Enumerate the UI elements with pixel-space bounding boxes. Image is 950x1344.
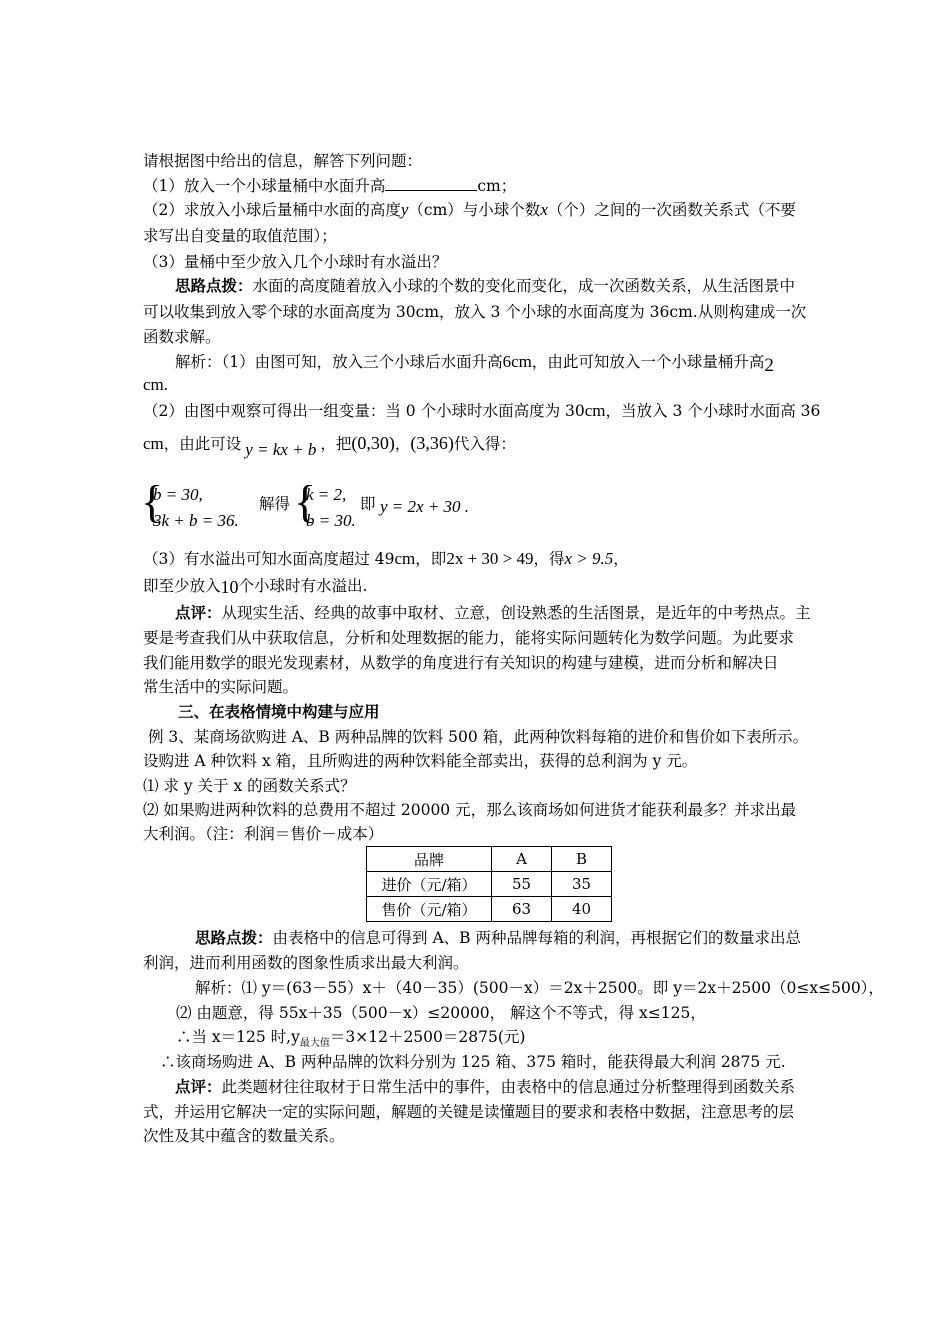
unit: cm xyxy=(143,434,164,453)
unit: cm xyxy=(511,352,532,371)
text: 解得 xyxy=(259,495,291,513)
solution-line xyxy=(176,1003,876,1023)
table-header-cell: B xyxy=(552,847,612,872)
comment-line xyxy=(143,628,843,648)
text: 要是考查我们从中获取信息，分析和处理数据的能力，能将实际问题转化为数学问题。为此要求 xyxy=(143,629,795,647)
table-header-row xyxy=(367,847,612,872)
value: 6 xyxy=(502,352,512,371)
solution-3 xyxy=(143,549,843,569)
section-heading xyxy=(178,702,878,722)
hint-line xyxy=(143,953,843,973)
text: （1）放入一个小球量桶中水面升高 xyxy=(143,177,386,195)
comment-line xyxy=(143,1126,843,1146)
equation-line: b = 30. xyxy=(306,511,356,530)
comment-line xyxy=(143,653,843,673)
text: 从现实生活、经典的故事中取材、立意，创设熟悉的生活图景，是近年的中考热点。主 xyxy=(221,604,811,622)
solution-2-cont xyxy=(143,433,843,459)
inequality: 2x + 30 > 49 xyxy=(446,549,534,568)
var-x: x xyxy=(540,200,548,219)
text: （3）量桶中至少放入几个小球时有水溢出？ xyxy=(143,253,448,271)
equation-line: b = 30, xyxy=(153,485,203,504)
table-header-cell: A xyxy=(492,847,552,872)
comment-paragraph-2 xyxy=(175,1077,875,1097)
table-cell: 63 xyxy=(492,897,552,922)
text: （个）之间的一次函数关系式（不要 xyxy=(547,201,796,219)
point: (3,36) xyxy=(410,433,454,453)
text: 例 3、某商场欲购进 A、B 两种品牌的饮料 500 箱，此两种饮料每箱的进价和售价如下表所示。 xyxy=(148,728,809,746)
table-row xyxy=(367,872,612,897)
answer-blank xyxy=(385,176,477,191)
solution-3-cont xyxy=(143,575,843,596)
text: （cm）与小球个数 xyxy=(408,201,541,219)
comment-line xyxy=(143,1102,843,1122)
table-cell: 35 xyxy=(552,872,612,897)
unit-text: cm； xyxy=(477,177,517,195)
text: ＝3×12＋2500＝2875(元) xyxy=(329,1028,526,1046)
table-cell: 售价（元/箱） xyxy=(367,897,492,922)
equation-result: y = 2x + 30 . xyxy=(380,497,470,516)
text: 利润，进而利用函数的图象性质求出最大利润。 xyxy=(143,954,469,972)
table-header-cell: 品牌 xyxy=(367,847,492,872)
text: ⑴ 求 y 关于 x 的函数关系式？ xyxy=(143,777,356,795)
example-3-q2 xyxy=(143,800,843,820)
comment-paragraph xyxy=(175,603,875,623)
text: ，得 xyxy=(533,550,565,568)
hint-paragraph-2 xyxy=(195,928,895,948)
text: 代入得： xyxy=(453,435,516,453)
hint-label: 思路点拨： xyxy=(175,276,253,295)
text: （3）有水溢出可知水面高度超过 49 xyxy=(143,550,395,568)
solution-1-unit xyxy=(143,375,843,395)
text: 即 xyxy=(360,495,376,513)
text: ⑵ 由题意，得 55x＋35（500－x）≤20000， 解这个不等式，得 x≤125， xyxy=(176,1004,706,1022)
intro-line xyxy=(143,151,843,171)
equation-line: 3k + b = 36. xyxy=(153,511,239,530)
comment-line xyxy=(143,677,843,697)
table-cell: 进价（元/箱） xyxy=(367,872,492,897)
question-2-cont xyxy=(143,226,843,246)
text: ，由此可设 xyxy=(163,435,242,453)
text: 常生活中的实际问题。 xyxy=(143,678,299,696)
text: 大利润。（注：利润＝售价－成本） xyxy=(143,825,384,843)
solution-line xyxy=(176,1027,876,1054)
equation-line: k = 2, xyxy=(306,485,347,504)
equation: y = kx + b xyxy=(245,440,317,459)
text: 即至少放入 xyxy=(143,577,221,595)
example-3-q1 xyxy=(143,776,843,796)
example-3-line xyxy=(148,727,848,747)
text: 请根据图中给出的信息，解答下列问题： xyxy=(143,152,423,170)
hint-paragraph-1 xyxy=(175,276,875,296)
text: 可以收集到放入零个球的水面高度为 30cm，放入 3 个小球的水面高度为 36cm.从则构建成一次 xyxy=(143,303,807,321)
question-2 xyxy=(143,200,843,220)
price-table xyxy=(366,846,612,922)
question-3 xyxy=(143,252,843,272)
text: ，由此可知放入一个小球量桶升高 xyxy=(531,353,765,371)
table-cell: 40 xyxy=(552,897,612,922)
text: 由表格中的信息可得到 A、B 两种品牌每箱的利润，再根据它们的数量求出总 xyxy=(272,929,801,947)
hint-line-2 xyxy=(143,302,843,322)
subscript: 最大值 xyxy=(299,1038,330,1050)
text: 此类题材往往取材于日常生活中的事件，由表格中的信息通过分析整理得到函数关系 xyxy=(221,1078,796,1096)
hint-label: 思路点拨： xyxy=(195,928,273,947)
text: 求写出自变量的取值范围）； xyxy=(143,227,337,245)
table-cell: 55 xyxy=(492,872,552,897)
text: 解析：（1）由图可知，放入三个小球后水面升高 xyxy=(175,353,503,371)
left-brace: { xyxy=(141,476,164,527)
text: ∴该商场购进 A、B 两种品牌的饮料分别为 125 箱、375 箱时，能获得最大利润 2875 元. xyxy=(160,1053,786,1071)
text: 解析：⑴ y＝(63－55）x＋（40－35）(500－x）＝2x＋2500。即 y＝2x＋2500（0≤x≤500）， xyxy=(195,979,884,997)
example-3-q2-cont xyxy=(143,824,843,844)
text: ，当放入 3 个小球时水面高 36 xyxy=(605,402,821,420)
text: 水面的高度随着放入小球的个数的变化而变化，成一次函数关系，从生活图景中 xyxy=(252,277,796,295)
point: (0,30) xyxy=(351,433,395,453)
var-y: y xyxy=(400,200,409,219)
unit: cm xyxy=(584,401,606,420)
text: （2）由图中观察可得出一组变量：当 0 个小球时水面高度为 30 xyxy=(143,402,585,420)
hint-line-3 xyxy=(143,327,843,347)
text: 式，并运用它解决一定的实际问题，解题的关键是读懂题目的要求和表格中数据，注意思考的层 xyxy=(143,1103,795,1121)
text: ，即 xyxy=(415,550,447,568)
value: 2 xyxy=(764,355,774,376)
text: 个小球时有水溢出. xyxy=(238,577,368,595)
left-brace: { xyxy=(294,476,317,527)
conclusion-line xyxy=(160,1052,860,1072)
solution-line xyxy=(195,978,895,998)
solution-2 xyxy=(143,401,843,421)
text: ， xyxy=(394,435,411,453)
comment-label: 点评： xyxy=(175,1077,222,1096)
text: ∴当 x＝125 时,y xyxy=(176,1028,300,1046)
comment-label: 点评： xyxy=(175,603,222,622)
text: ， xyxy=(613,550,629,568)
unit: cm xyxy=(394,549,416,568)
text: （2）求放入小球后量桶中水面的高度 xyxy=(143,201,401,219)
text: ，把 xyxy=(320,435,352,453)
text: 设购进 A 种饮料 x 箱，且所购进的两种饮料能全部卖出，获得的总利润为 y 元。 xyxy=(143,752,698,770)
text: 函数求解。 xyxy=(143,328,221,346)
example-3-line xyxy=(143,751,843,771)
text: 次性及其中蕴含的数量关系。 xyxy=(143,1127,345,1145)
table-row xyxy=(367,897,612,922)
solution-1 xyxy=(175,352,875,376)
value: 10 xyxy=(220,577,239,597)
unit: cm. xyxy=(143,375,169,394)
heading-text: 三、在表格情境中构建与应用 xyxy=(178,702,380,721)
text: ⑵ 如果购进两种饮料的总费用不超过 20000 元，那么该商场如何进货才能获利最多？并求出最 xyxy=(143,801,797,819)
inequality: x > 9.5 xyxy=(564,549,614,568)
question-1 xyxy=(143,176,843,196)
text: 我们能用数学的眼光发现素材，从数学的角度进行有关知识的构建与建模，进而分析和解决日 xyxy=(143,654,779,672)
